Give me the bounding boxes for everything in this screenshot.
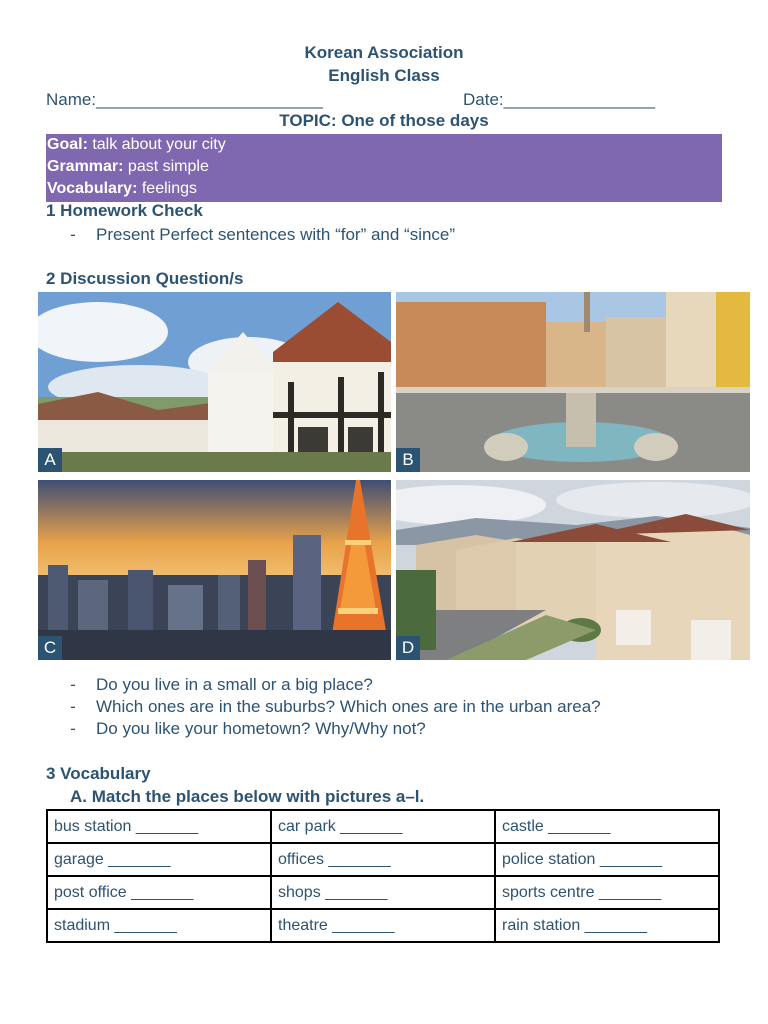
table-cell: car park _______	[271, 810, 495, 843]
table-cell: garage _______	[47, 843, 271, 876]
city-square-fountain-photo	[396, 292, 750, 472]
table-row	[47, 810, 719, 843]
suburban-houses-photo	[396, 480, 750, 660]
section-discussion-heading: 2 Discussion Question/s	[46, 269, 244, 288]
village-houses-photo	[38, 292, 391, 472]
picture-c-letter: C	[38, 636, 62, 660]
class-title: English Class	[328, 66, 440, 85]
vocabulary-line	[46, 178, 722, 200]
section-vocabulary-heading: 3 Vocabulary	[46, 764, 151, 783]
bullet-dash: -	[70, 697, 76, 716]
question-text: Do you like your hometown? Why/Why not?	[96, 719, 426, 738]
table-cell: stadium _______	[47, 909, 271, 942]
table-row	[47, 876, 719, 909]
grammar-value: past simple	[123, 158, 209, 175]
homework-item	[50, 224, 455, 246]
vocabulary-value: feelings	[137, 180, 197, 197]
lesson-summary-box	[46, 134, 722, 202]
picture-b-letter: B	[396, 448, 420, 472]
table-cell: shops _______	[271, 876, 495, 909]
vocabulary-match-table	[46, 809, 720, 943]
goal-value: talk about your city	[87, 136, 226, 153]
question-item	[50, 718, 426, 740]
bullet-dash: -	[70, 225, 76, 244]
homework-item-text: Present Perfect sentences with “for” and “since”	[96, 225, 456, 244]
bullet-dash: -	[70, 719, 76, 738]
table-cell: police station _______	[495, 843, 719, 876]
name-field: Name:________________________	[46, 90, 323, 109]
table-cell: sports centre _______	[495, 876, 719, 909]
table-row	[47, 909, 719, 942]
picture-d-letter: D	[396, 636, 420, 660]
table-cell: castle _______	[495, 810, 719, 843]
question-text: Do you live in a small or a big place?	[96, 675, 373, 694]
section-homework-heading: 1 Homework Check	[46, 201, 203, 220]
org-title: Korean Association	[304, 43, 464, 62]
vocabulary-instruction: A. Match the places below with pictures a–l.	[70, 787, 425, 806]
picture-c	[38, 480, 391, 660]
goal-line	[46, 134, 722, 156]
question-item	[50, 696, 601, 718]
tokyo-tower-skyline-photo	[38, 480, 391, 660]
bullet-dash: -	[70, 675, 76, 694]
date-field: Date:________________	[463, 90, 655, 109]
grammar-label: Grammar:	[47, 158, 124, 175]
question-text: Which ones are in the suburbs? Which ones are in the urban area?	[96, 697, 601, 716]
table-cell: bus station _______	[47, 810, 271, 843]
picture-a-letter: A	[38, 448, 62, 472]
picture-d	[396, 480, 750, 660]
table-cell: theatre _______	[271, 909, 495, 942]
table-cell: post office _______	[47, 876, 271, 909]
picture-a	[38, 292, 391, 472]
goal-label: Goal:	[47, 136, 88, 153]
picture-b	[396, 292, 750, 472]
vocabulary-label: Vocabulary:	[47, 180, 138, 197]
topic-title: TOPIC: One of those days	[279, 111, 489, 130]
question-item	[50, 674, 373, 696]
table-cell: rain station _______	[495, 909, 719, 942]
grammar-line	[46, 156, 722, 178]
table-row	[47, 843, 719, 876]
table-cell: offices _______	[271, 843, 495, 876]
